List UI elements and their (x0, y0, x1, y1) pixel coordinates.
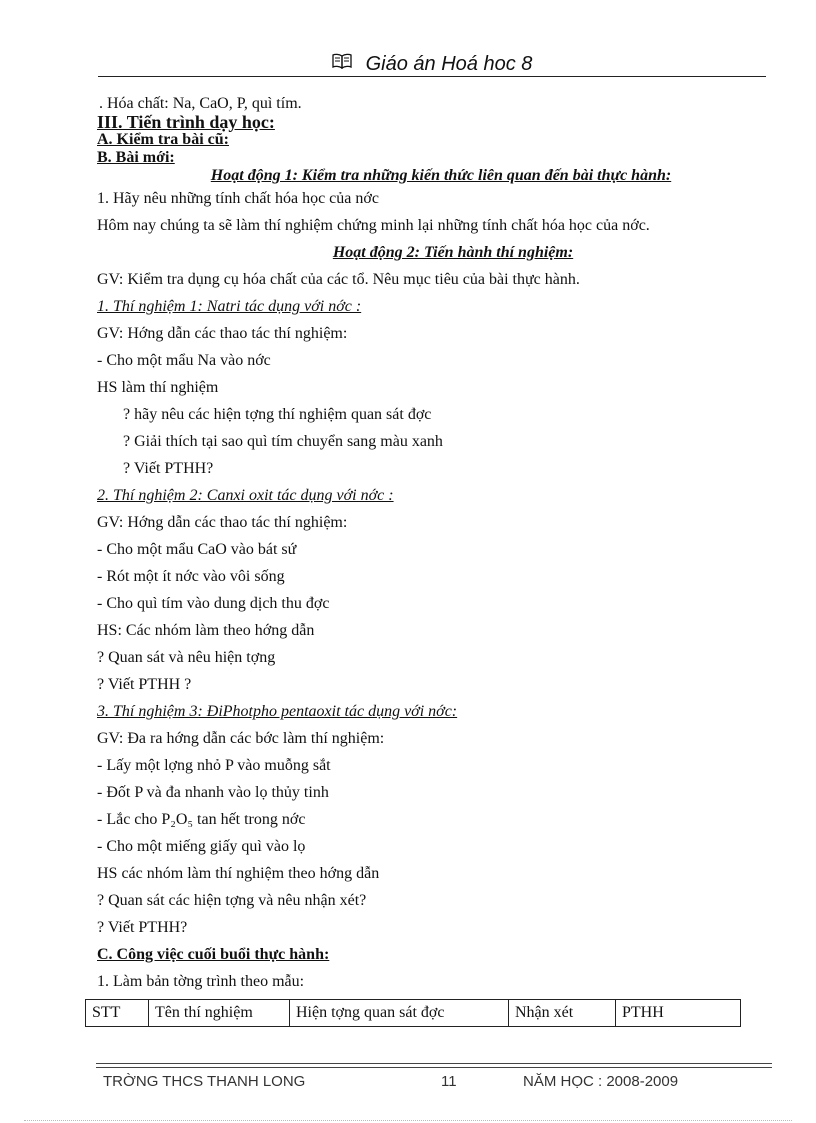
footer-school: TRỜNG THCS THANH LONG (103, 1073, 306, 1090)
open-book-icon (332, 52, 352, 68)
body-line: GV: Đa ra hớng dẫn các bớc làm thí nghiệm: (97, 730, 385, 747)
question-line: ? Giải thích tại sao quì tím chuyển sang màu xanh (123, 433, 443, 450)
body-line: GV: Kiểm tra dụng cụ hóa chất của các tổ. Nêu mục tiêu của bài thực hành. (97, 271, 580, 288)
footer-divider (96, 1067, 772, 1068)
footer-divider (96, 1063, 772, 1064)
section-heading-c: C. Công việc cuối buổi thực hành: (97, 946, 330, 963)
experiment-3-heading: 3. Thí nghiệm 3: ĐiPhotpho pentaoxit tác dụng với nớc: (97, 703, 458, 720)
question-line: 1. Hãy nêu những tính chất hóa học của nớc (97, 190, 379, 207)
question-line: ? Quan sát các hiện tợng và nêu nhận xét? (97, 892, 367, 909)
body-line: GV: Hớng dẫn các thao tác thí nghiệm: (97, 514, 348, 531)
table-header-cell: Nhận xét (509, 1000, 616, 1027)
body-line: HS làm thí nghiệm (97, 379, 219, 396)
question-line: ? Quan sát và nêu hiện tợng (97, 649, 276, 666)
section-heading-a: A. Kiểm tra bài cũ: (97, 131, 229, 148)
lesson-body (97, 95, 769, 995)
footer-page-number: 11 (441, 1073, 457, 1090)
experiment-2-heading: 2. Thí nghiệm 2: Canxi oxit tác dụng với nớc : (97, 487, 394, 504)
body-line: HS: Các nhóm làm theo hớng dẫn (97, 622, 315, 639)
body-line: - Đốt P và đa nhanh vào lọ thủy tinh (97, 784, 329, 801)
question-line: ? Viết PTHH? (123, 460, 214, 477)
body-line: - Cho quì tím vào dung dịch thu đợc (97, 595, 330, 612)
body-line: HS các nhóm làm thí nghiệm theo hớng dẫn (97, 865, 380, 882)
activity-2-heading: Hoạt động 2: Tiến hành thí nghiệm: (332, 244, 574, 261)
activity-1-heading: Hoạt động 1: Kiểm tra những kiến thức liên quan đến bài thực hành: (210, 167, 672, 184)
header-title: Giáo án Hoá hoc 8 (365, 53, 533, 75)
table-header-cell: Hiện tợng quan sát đợc (290, 1000, 509, 1027)
table-header-cell: Tên thí nghiệm (149, 1000, 290, 1027)
body-line: GV: Hớng dẫn các thao tác thí nghiệm: (97, 325, 348, 342)
body-line: - Cho một mẩu Na vào nớc (97, 352, 271, 369)
report-template-table (85, 999, 741, 1027)
table-header-row (86, 1000, 741, 1027)
table-header-cell: STT (86, 1000, 149, 1027)
question-line: ? Viết PTHH ? (97, 676, 192, 693)
page-bottom-border (24, 1120, 792, 1121)
body-line: - Rót một ít nớc vào vôi sống (97, 568, 285, 585)
body-line: - Cho một mẩu CaO vào bát sứ (97, 541, 297, 558)
question-line: ? Viết PTHH? (97, 919, 188, 936)
table-header-cell: PTHH (616, 1000, 741, 1027)
materials-line: . Hóa chất: Na, CaO, P, quì tím. (99, 95, 302, 112)
section-heading-iii: III. Tiến trình dạy học: (97, 112, 275, 132)
section-heading-b: B. Bài mới: (97, 149, 175, 166)
body-line: - Cho một miếng giấy quì vào lọ (97, 838, 306, 855)
intro-line: Hôm nay chúng ta sẽ làm thí nghiệm chứng minh lại những tính chất hóa học của nớc. (97, 217, 650, 234)
footer-school-year: NĂM HỌC : 2008-2009 (523, 1073, 679, 1090)
body-line: - Lắc cho P₂O₅ tan hết trong nớc (97, 811, 306, 828)
question-line: ? hãy nêu các hiện tợng thí nghiệm quan sát đợc (123, 406, 432, 423)
body-line: - Lấy một lợng nhỏ P vào muỗng sắt (97, 757, 331, 774)
page-header (98, 50, 766, 77)
experiment-1-heading: 1. Thí nghiệm 1: Natri tác dụng với nớc : (97, 298, 362, 315)
body-line: 1. Làm bản tờng trình theo mẫu: (97, 973, 305, 990)
